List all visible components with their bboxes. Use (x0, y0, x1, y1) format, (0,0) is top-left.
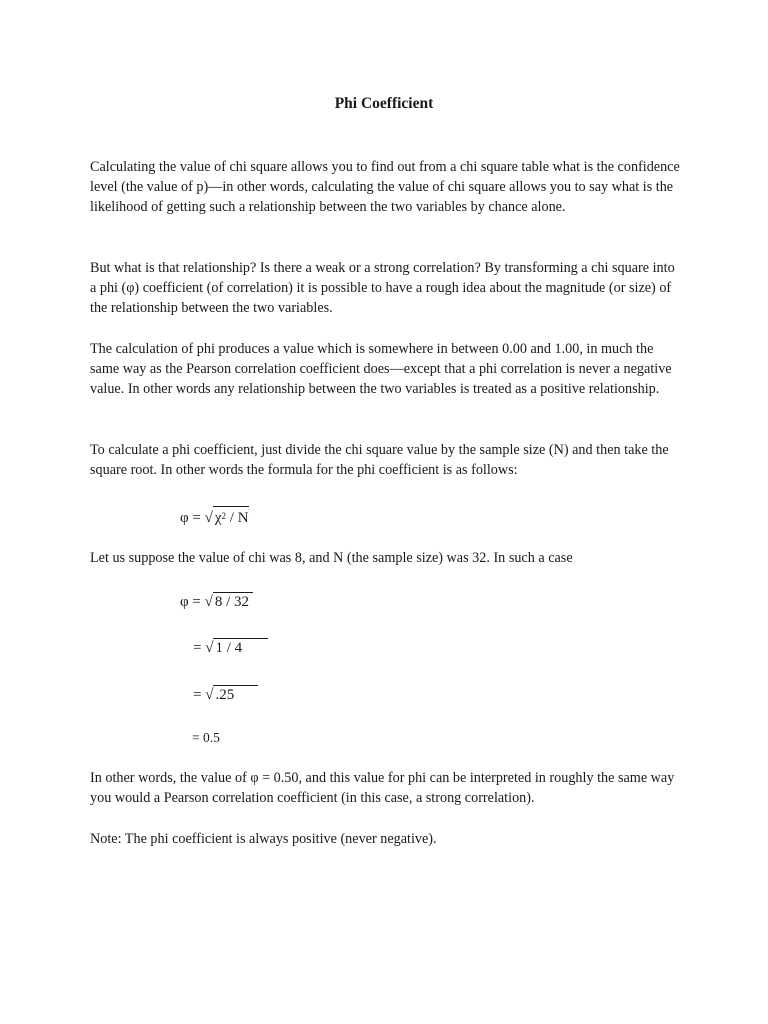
step-1-lhs: φ = √ (180, 594, 213, 610)
formula-lhs: φ = √ (180, 510, 213, 526)
calc-step-3 (193, 685, 258, 705)
step-1-radicand: 8 / 32 (213, 592, 253, 611)
paragraph-example: Let us suppose the value of chi was 8, and N (the sample size) was 32. In such a case (90, 550, 573, 566)
paragraph-phi-range: The calculation of phi produces a value which is somewhere in between 0.00 and 1.00, in much the same way as the Pearson correlation coefficient does—except that a phi correlation is never a negative value. In other words any relationship between the two variables is treated as a positive relationship. (90, 341, 672, 398)
paragraph-note: Note: The phi coefficient is always positive (never negative). (90, 831, 437, 847)
step-3-radicand: .25 (213, 685, 258, 704)
calc-result: = 0.5 (192, 730, 220, 745)
formula-denominator: / N (226, 510, 249, 526)
page-title: Phi Coefficient (334, 95, 434, 112)
formula-exponent: 2 (221, 511, 227, 521)
step-3-lhs: = √ (193, 687, 214, 703)
step-2-radicand: 1 / 4 (213, 638, 268, 657)
paragraph-chi-square-intro: Calculating the value of chi square allows you to find out from a chi square table what is the confidence level (the value of p)—in other words, calculating the value of chi square allows you to say what is the likelihood of getting such a relationship between the two variables by chance alone. (90, 159, 680, 216)
step-2-lhs: = √ (193, 640, 214, 656)
calc-step-1 (180, 592, 253, 612)
paragraph-relationship: But what is that relationship? Is there a weak or a strong correlation? By transforming a chi square into a phi (φ) coefficient (of correlation) it is possible to have a rough idea about the magnitude (or size) of the relationship between the two variables. (90, 260, 675, 317)
formula-chi: χ (214, 510, 222, 526)
phi-formula (180, 506, 249, 528)
formula-radicand (213, 506, 249, 527)
calc-step-2 (193, 638, 268, 658)
paragraph-interpretation: In other words, the value of φ = 0.50, and this value for phi can be interpreted in roughly the same way you would a Pearson correlation coefficient (in this case, a strong correlation). (90, 770, 675, 807)
paragraph-calculation: To calculate a phi coefficient, just divide the chi square value by the sample size (N) and then take the square root. In other words the formula for the phi coefficient is as follows: (90, 442, 669, 479)
